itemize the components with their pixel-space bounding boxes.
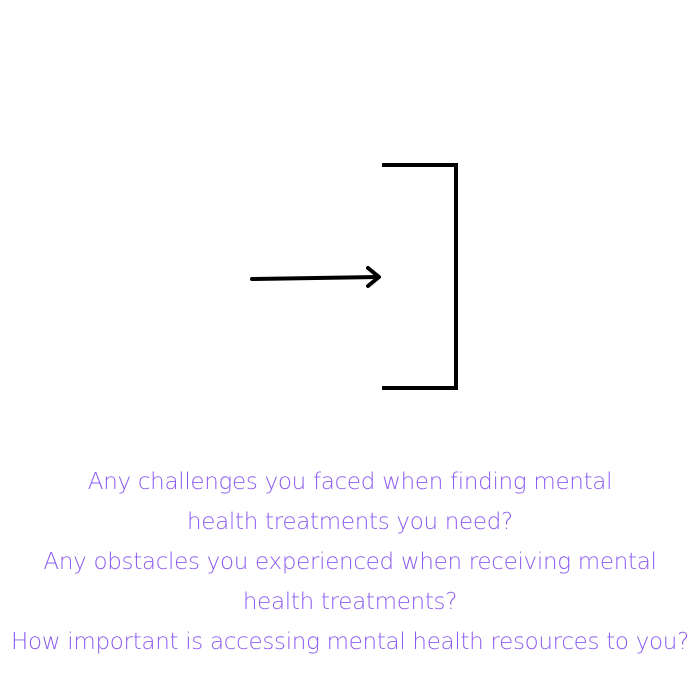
question-challenges: Any challenges you faced when finding mental health treatments you need? bbox=[87, 469, 613, 535]
questions-text-block bbox=[0, 462, 700, 662]
right-arrow-icon bbox=[252, 268, 379, 286]
question-obstacles: Any obstacles you experienced when receiving mental health treatments? bbox=[43, 549, 657, 615]
question-importance: How important is accessing mental health resources to you? bbox=[10, 629, 689, 655]
right-bracket-icon bbox=[382, 165, 456, 388]
